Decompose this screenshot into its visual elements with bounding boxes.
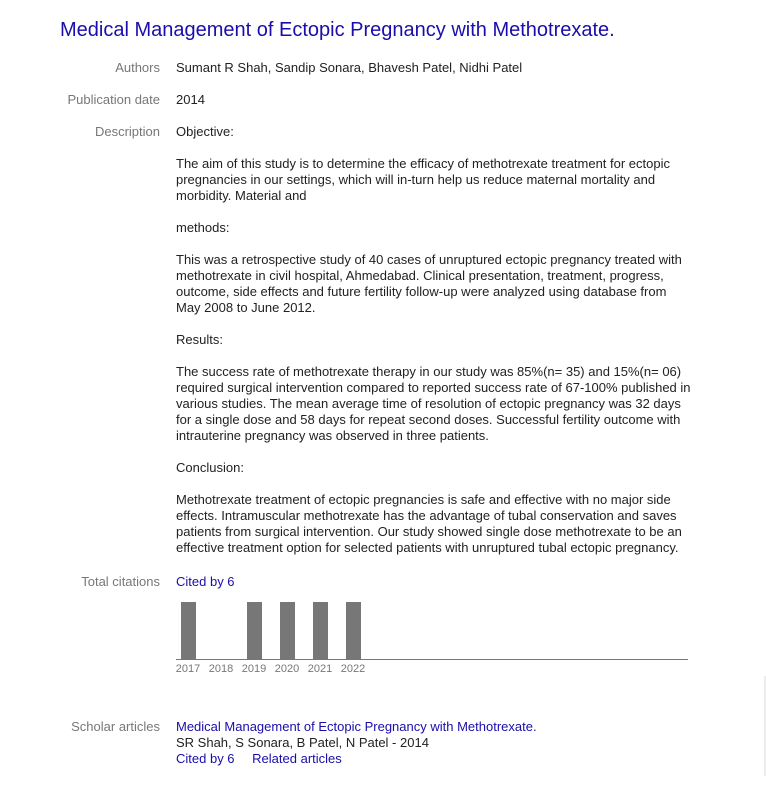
year-label: 2021 — [307, 663, 333, 675]
publication-date-label: Publication date — [67, 92, 160, 107]
cited-by-link[interactable]: Cited by 6 — [176, 574, 235, 589]
scholar-cited-by-link[interactable]: Cited by 6 — [176, 751, 235, 766]
scholar-article-entry — [176, 719, 692, 767]
bar-2022[interactable] — [346, 602, 361, 659]
description-label: Description — [94, 124, 160, 139]
bar-2021[interactable] — [313, 602, 328, 659]
description-paragraph: The aim of this study is to determine the efficacy of methotrexate treatment for ectopic pregnancies in our settings, which will in-turn help us reduce maternal mortality and morbidity. Material and — [176, 156, 670, 203]
year-label: 2018 — [208, 663, 234, 675]
scholar-articles-label: Scholar articles — [71, 719, 160, 734]
related-articles-link[interactable]: Related articles — [252, 751, 342, 766]
authors-label: Authors — [115, 60, 160, 75]
bar-2019[interactable] — [247, 602, 262, 659]
bar-2020[interactable] — [280, 602, 295, 659]
publication-date-value: 2014 — [176, 92, 205, 107]
cited-by-value — [176, 574, 692, 590]
article-title-link[interactable]: Medical Management of Ectopic Pregnancy with Methotrexate. — [60, 19, 615, 41]
year-label: 2022 — [340, 663, 366, 675]
citations-bar-chart — [176, 600, 688, 680]
bar-2017[interactable] — [181, 602, 196, 659]
description-paragraph: methods: — [176, 220, 230, 235]
description-body — [176, 124, 692, 572]
total-citations-label: Total citations — [81, 574, 160, 589]
scholar-article-title-link[interactable]: Medical Management of Ectopic Pregnancy with Methotrexate. — [176, 719, 537, 734]
description-paragraph: The success rate of methotrexate therapy in our study was 85%(n= 35) and 15%(n= 06) required surgical intervention compared to reported success rate of 67-100% published in various studies. The mean average time of resolution of ectopic pregnancy was 32 days for a single dose and 58 days for repeat second doses. Successful fertility outcome with intrauterine pregnancy was observed in three patients. — [176, 364, 691, 443]
description-paragraph: Results: — [176, 332, 223, 347]
description-paragraph: This was a retrospective study of 40 cases of unruptured ectopic pregnancy treated with methotrexate in civil hospital, Ahmedabad. Clinical presentation, treatment, progress, outcome, side effects and future fertility follow-up were analyzed using database from May 2008 to June 2012. — [176, 252, 682, 315]
year-label: 2019 — [241, 663, 267, 675]
description-paragraph: Objective: — [176, 124, 234, 139]
authors-value: Sumant R Shah, Sandip Sonara, Bhavesh Patel, Nidhi Patel — [176, 60, 523, 75]
year-label: 2020 — [274, 663, 300, 675]
description-paragraph: Conclusion: — [176, 460, 244, 475]
year-label: 2017 — [175, 663, 201, 675]
scholar-article-meta: SR Shah, S Sonara, B Patel, N Patel - 2014 — [176, 735, 429, 750]
description-paragraph: Methotrexate treatment of ectopic pregnancies is safe and effective with no major side effects. Intramuscular methotrexate has the advantage of tubal conservation and saves patients from surgical intervention. Our study showed single dose methotrexate to be an effective treatment option for selected patients with unruptured tubal ectopic pregnancy. — [176, 492, 682, 555]
chart-x-axis — [176, 659, 688, 660]
